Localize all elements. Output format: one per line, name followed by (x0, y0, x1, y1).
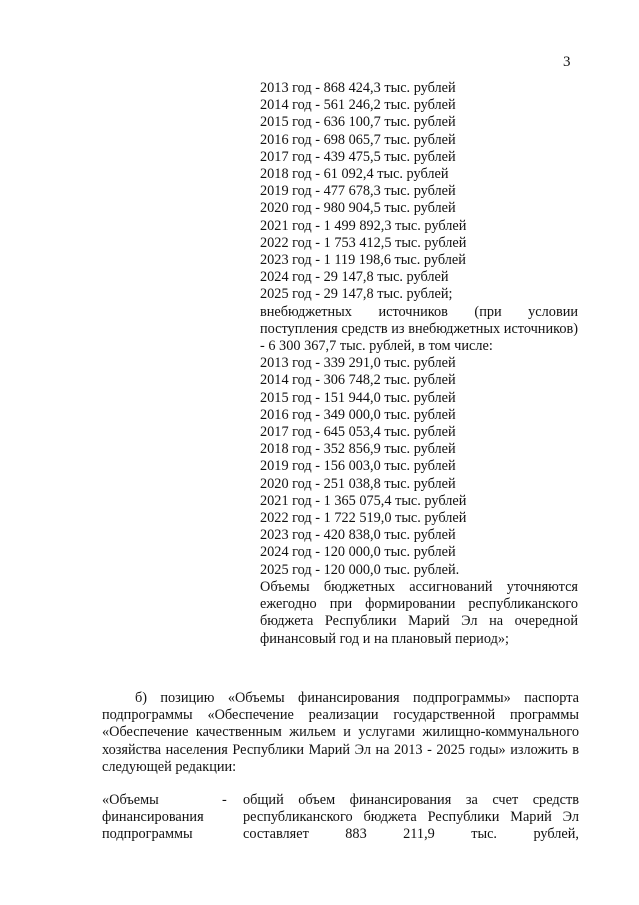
budget-list-extrabudget (260, 355, 578, 579)
budget-year-line: 2014 год - 306 748,2 тыс. рублей (260, 372, 456, 389)
budget-year-line: 2014 год - 561 246,2 тыс. рублей (260, 97, 456, 114)
budget-list-republican (260, 80, 578, 304)
extrabudget-paragraph: внебюджетных источников (при условии поступления средств из внебюджетных источников) - 6 300 367,7 тыс. рублей, в том числе: (260, 303, 578, 355)
budget-year-line: 2022 год - 1 722 519,0 тыс. рублей (260, 510, 467, 527)
financing-value: общий объем финансирования за счет средств республиканского бюджета Республики Марий Эл составляет 883 211,9 тыс. рублей, (243, 792, 579, 843)
budget-year-line: 2017 год - 439 475,5 тыс. рублей (260, 148, 456, 165)
budget-year-line: 2023 год - 1 119 198,6 тыс. рублей (260, 252, 466, 269)
budget-year-line: 2018 год - 61 092,4 тыс. рублей (260, 166, 449, 183)
budget-year-line: 2020 год - 251 038,8 тыс. рублей (260, 475, 456, 492)
financing-dash: - (222, 792, 227, 808)
budget-year-line: 2020 год - 980 904,5 тыс. рублей (260, 200, 456, 217)
financing-label: «Объемы финансирования подпрограммы (102, 792, 204, 843)
page-number: 3 (563, 54, 571, 70)
budget-year-line: 2024 год - 120 000,0 тыс. рублей (260, 544, 456, 561)
note-paragraph: Объемы бюджетных ассигнований уточняются ежегодно при формировании республиканского бюджета Республики Марий Эл на очередной финансовый год и на плановый период»; (260, 578, 578, 647)
budget-year-line: 2022 год - 1 753 412,5 тыс. рублей (260, 234, 467, 251)
budget-year-line: 2025 год - 29 147,8 тыс. рублей; (260, 286, 453, 303)
budget-year-line: 2021 год - 1 499 892,3 тыс. рублей (260, 217, 467, 234)
budget-year-line: 2024 год - 29 147,8 тыс. рублей (260, 269, 449, 286)
budget-year-line: 2015 год - 151 944,0 тыс. рублей (260, 389, 456, 406)
budget-year-line: 2016 год - 698 065,7 тыс. рублей (260, 131, 456, 148)
budget-year-line: 2017 год - 645 053,4 тыс. рублей (260, 424, 456, 441)
budget-year-line: 2021 год - 1 365 075,4 тыс. рублей (260, 492, 467, 509)
budget-year-line: 2018 год - 352 856,9 тыс. рублей (260, 441, 456, 458)
main-paragraph: б) позицию «Объемы финансирования подпрограммы» паспорта подпрограммы «Обеспечение реализации государственной программы «Обеспечение качественным жильем и услугами жилищно-коммунального хозяйства населения Республики Марий Эл на 2013 - 2025 годы» изложить в следующей редакции: (102, 690, 579, 775)
financing-column (260, 80, 578, 648)
budget-year-line: 2015 год - 636 100,7 тыс. рублей (260, 114, 456, 131)
budget-year-line: 2013 год - 339 291,0 тыс. рублей (260, 355, 456, 372)
budget-year-line: 2023 год - 420 838,0 тыс. рублей (260, 527, 456, 544)
budget-year-line: 2025 год - 120 000,0 тыс. рублей. (260, 561, 460, 578)
budget-year-line: 2016 год - 349 000,0 тыс. рублей (260, 406, 456, 423)
budget-year-line: 2019 год - 477 678,3 тыс. рублей (260, 183, 456, 200)
budget-year-line: 2013 год - 868 424,3 тыс. рублей (260, 80, 456, 96)
budget-year-line: 2019 год - 156 003,0 тыс. рублей (260, 458, 456, 475)
